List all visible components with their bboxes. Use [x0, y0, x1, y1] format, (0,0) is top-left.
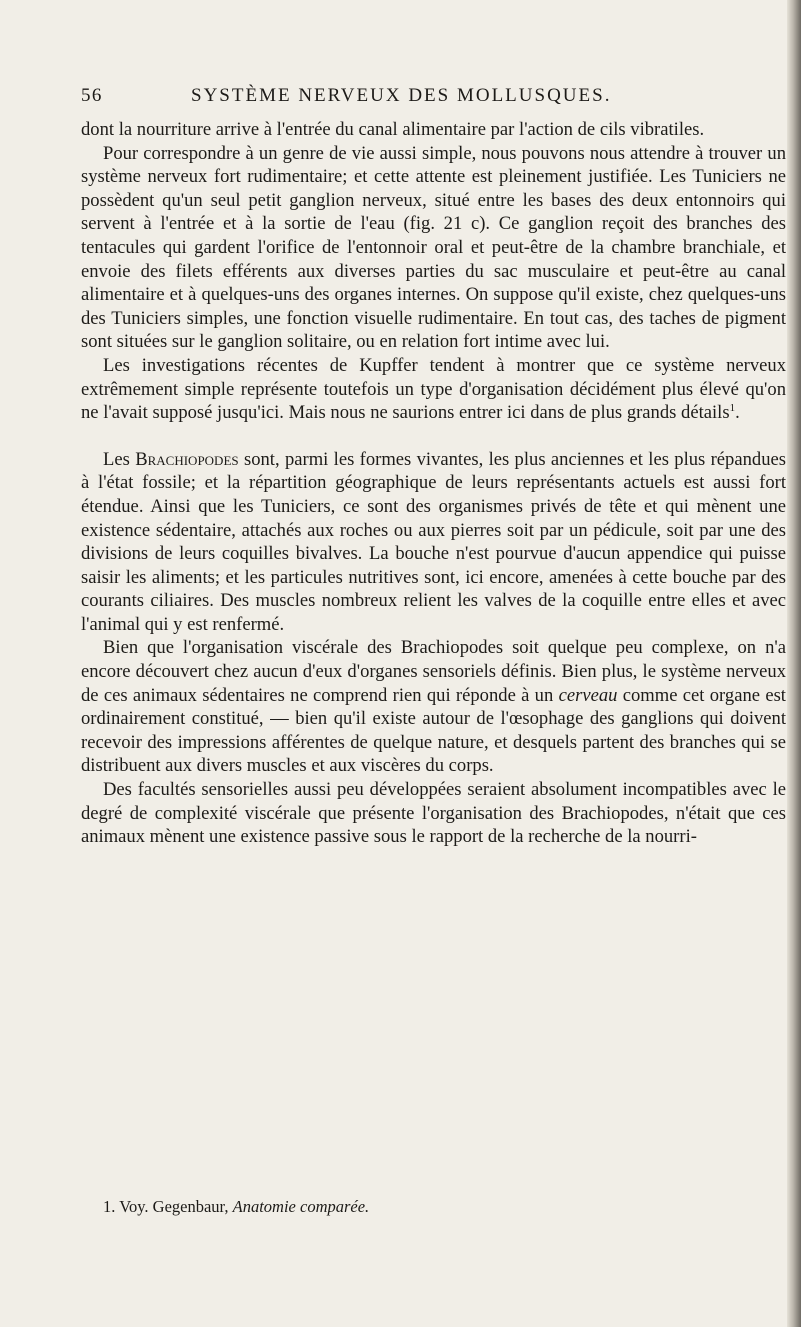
- paragraph-3-text: Les investigations récentes de Kupffer tendent à montrer que ce système nerveux extrêmement simple représente toutefois un type d'organisation décidément plus élevé qu'on ne l'avait supposé jusqu'ici. Mais nous ne saurions entrer ici dans de plus grands détails: [81, 354, 786, 424]
- paragraph-5-text: Bien que l'organisation viscérale des Brachiopodes soit quelque peu complexe, on n'a encore découvert chez aucun d'eux d'organes sensoriels définis. Bien plus, le système nerveux de ces animaux sédentaires ne comprend rien qui réponde à un: [81, 637, 786, 706]
- brachiopodes-prefix: Les: [103, 448, 130, 470]
- footnote-marker: 1: [729, 401, 736, 414]
- brachiopodes-term: Brachiopodes: [135, 448, 239, 470]
- body-text: [81, 118, 786, 849]
- footnote-title: Anatomie comparée.: [232, 1197, 370, 1216]
- paragraph-4-text: sont, parmi les formes vivantes, les plus anciennes et les plus répandues à l'état fossile; et la répartition géographique de leurs représentants actuels est aussi fort étendue. Ainsi que les Tuniciers, ce sont des organismes privés de tête et qui mènent une existence sédentaire, attachés aux roches ou aux pierres soit par un pédicule, soit par une des divisions de leurs coquilles bivalves. La bouche n'est pourvue d'aucun appendice qui puisse saisir les aliments; et les particules nutritives sont, ici encore, amenées à cette bouche par des courants ciliaires. Des muscles nombreux relient les valves de la coquille entre elles et avec l'animal qui y est renfermé.: [81, 448, 786, 635]
- paragraph-2: Pour correspondre à un genre de vie aussi simple, nous pouvons nous attendre à trouver un système nerveux fort rudimentaire; et cette attente est pleinement justifiée. Les Tuniciers ne possèdent qu'un seul petit ganglion nerveux, situé entre les bases des deux entonnoirs qui servent à l'entrée et à la sortie de l'eau (fig. 21 c). Ce ganglion reçoit des branches des tentacules qui gardent l'orifice de l'entonnoir oral et peut-être de la chambre branchiale, et envoie des filets efférents aux diverses parties du sac musculaire et peut-être au canal alimentaire et à quelques-uns des organes internes. On suppose qu'il existe, chez quelques-uns des Tuniciers simples, une fonction visuelle rudimentaire. En tout cas, des taches de pigment sont situées sur le ganglion solitaire, ou en relation fort intime avec lui.: [81, 142, 786, 353]
- cerveau-italic: cerveau: [558, 684, 618, 706]
- paragraph-1: dont la nourriture arrive à l'entrée du canal alimentaire par l'action de cils vibratiles.: [81, 119, 705, 140]
- footnote: [103, 1196, 743, 1218]
- paragraph-3: [81, 354, 786, 425]
- footnote-text: Voy. Gegenbaur,: [119, 1197, 229, 1216]
- page-edge-shadow: [787, 0, 801, 1327]
- footnote-number: 1.: [103, 1197, 116, 1216]
- paragraph-4: [81, 448, 786, 637]
- paragraph-5-continuation: comme cet organe est ordinairement constitué, — bien qu'il existe autour de l'œsophage des ganglions qui doivent recevoir des impressions afférentes de quelque nature, et desquels partent des branches qui se distribuent aux divers muscles et aux viscères du corps.: [81, 684, 786, 777]
- running-header: [81, 84, 744, 108]
- paragraph-3-period: .: [735, 402, 740, 424]
- page-number: 56: [81, 85, 103, 106]
- paragraph-6: Des facultés sensorielles aussi peu développées seraient absolument incompatibles avec le degré de complexité viscérale que présente l'organisation des Brachiopodes, n'était que ces animaux mènent une existence passive sous le rapport de la recherche de la nourri-: [81, 779, 786, 848]
- paragraph-5: [81, 636, 786, 778]
- running-title: SYSTÈME NERVEUX DES MOLLUSQUES.: [191, 85, 612, 106]
